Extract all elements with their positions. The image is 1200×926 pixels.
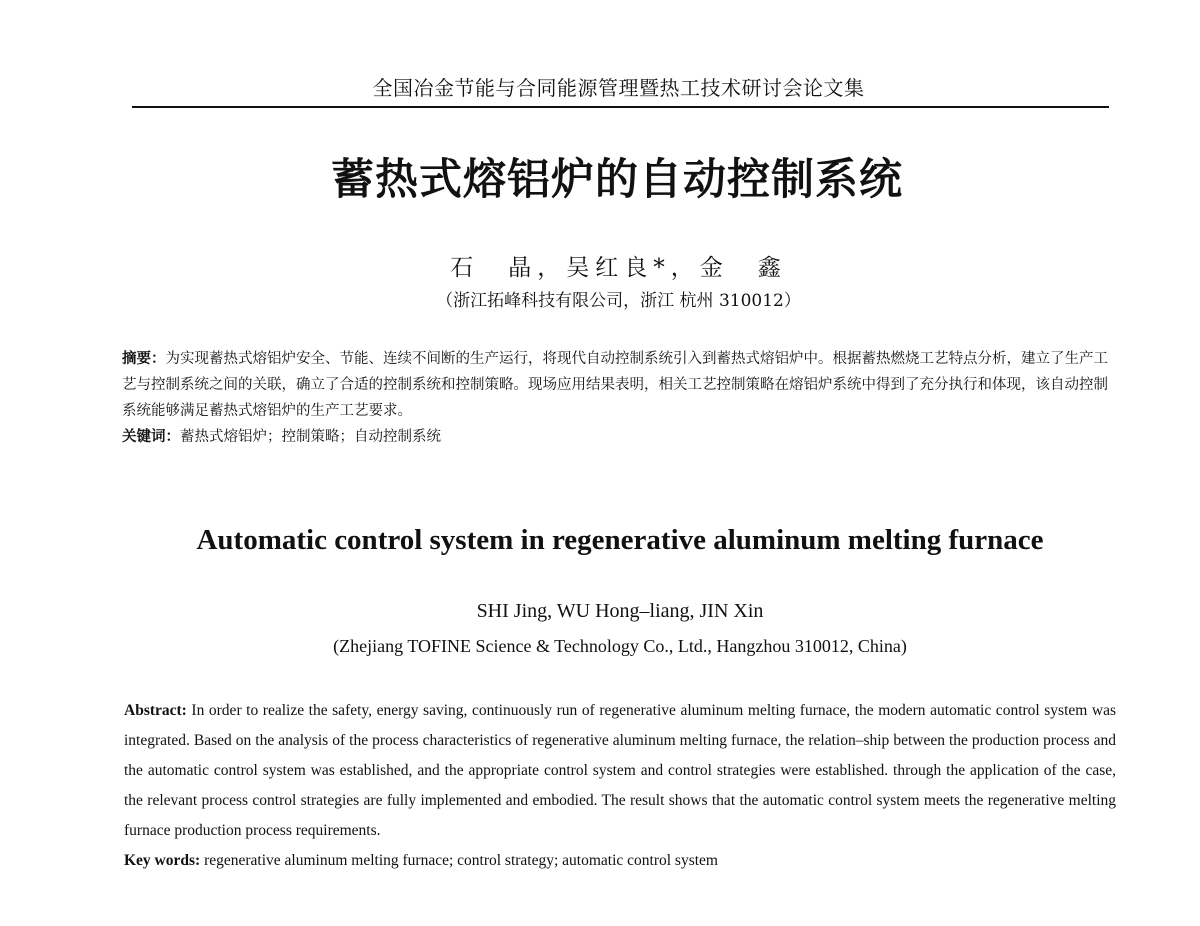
english-keywords-label: Key words: <box>124 852 201 869</box>
english-authors: SHI Jing, WU Hong–liang, JIN Xin <box>476 600 764 622</box>
english-keywords <box>124 846 1116 876</box>
chinese-abstract <box>122 346 1118 424</box>
english-affiliation: (Zhejiang TOFINE Science & Technology Co., Ltd., Hangzhou 310012, China) <box>333 636 907 656</box>
chinese-abstract-text: 为实现蓄热式熔铝炉安全、节能、连续不间断的生产运行，将现代自动控制系统引入到蓄热式熔铝炉中。根据蓄热燃烧工艺特点分析，建立了生产工艺与控制系统之间的关联，确立了合适的控制系统和控制策略。现场应用结果表明，相关工艺控制策略在熔铝炉系统中得到了充分执行和体现，该自动控制系统能够满足蓄热式熔铝炉的生产工艺要求。 <box>122 351 1108 419</box>
english-abstract <box>124 696 1116 846</box>
header-rule <box>132 106 1109 108</box>
chinese-title: 蓄热式熔铝炉的自动控制系统 <box>331 155 903 205</box>
english-keywords-text: regenerative aluminum melting furnace; control strategy; automatic control system <box>204 852 718 869</box>
chinese-authors: 石 晶，吴红良*，金 鑫 <box>450 255 787 281</box>
english-abstract-block <box>124 696 1116 876</box>
english-abstract-label: Abstract: <box>124 702 187 719</box>
english-abstract-text: In order to realize the safety, energy saving, continuously run of regenerative aluminum melting furnace, the modern automatic control system was integrated. Based on the analysis of the process characteristics of regenerative aluminum melting furnace, the relation–ship between the production process and the automatic control system was established, and the appropriate control system and control strategies were established. through the application of the case, the relevant process control strategies are fully implemented and embodied. The result shows that the automatic control system meets the regenerative melting furnace production process requirements. <box>124 702 1117 839</box>
english-title: Automatic control system in regenerative aluminum melting furnace <box>196 524 1044 556</box>
running-head: 全国冶金节能与合同能源管理暨热工技术研讨会论文集 <box>372 76 865 100</box>
chinese-keywords-text: 蓄热式熔铝炉；控制策略；自动控制系统 <box>180 429 441 445</box>
chinese-abstract-block <box>122 346 1118 450</box>
chinese-keywords <box>122 424 1118 450</box>
chinese-abstract-label: 摘要： <box>122 351 166 367</box>
chinese-keywords-label: 关键词： <box>122 429 180 445</box>
chinese-affiliation: （浙江拓峰科技有限公司，浙江 杭州 310012） <box>436 291 801 311</box>
